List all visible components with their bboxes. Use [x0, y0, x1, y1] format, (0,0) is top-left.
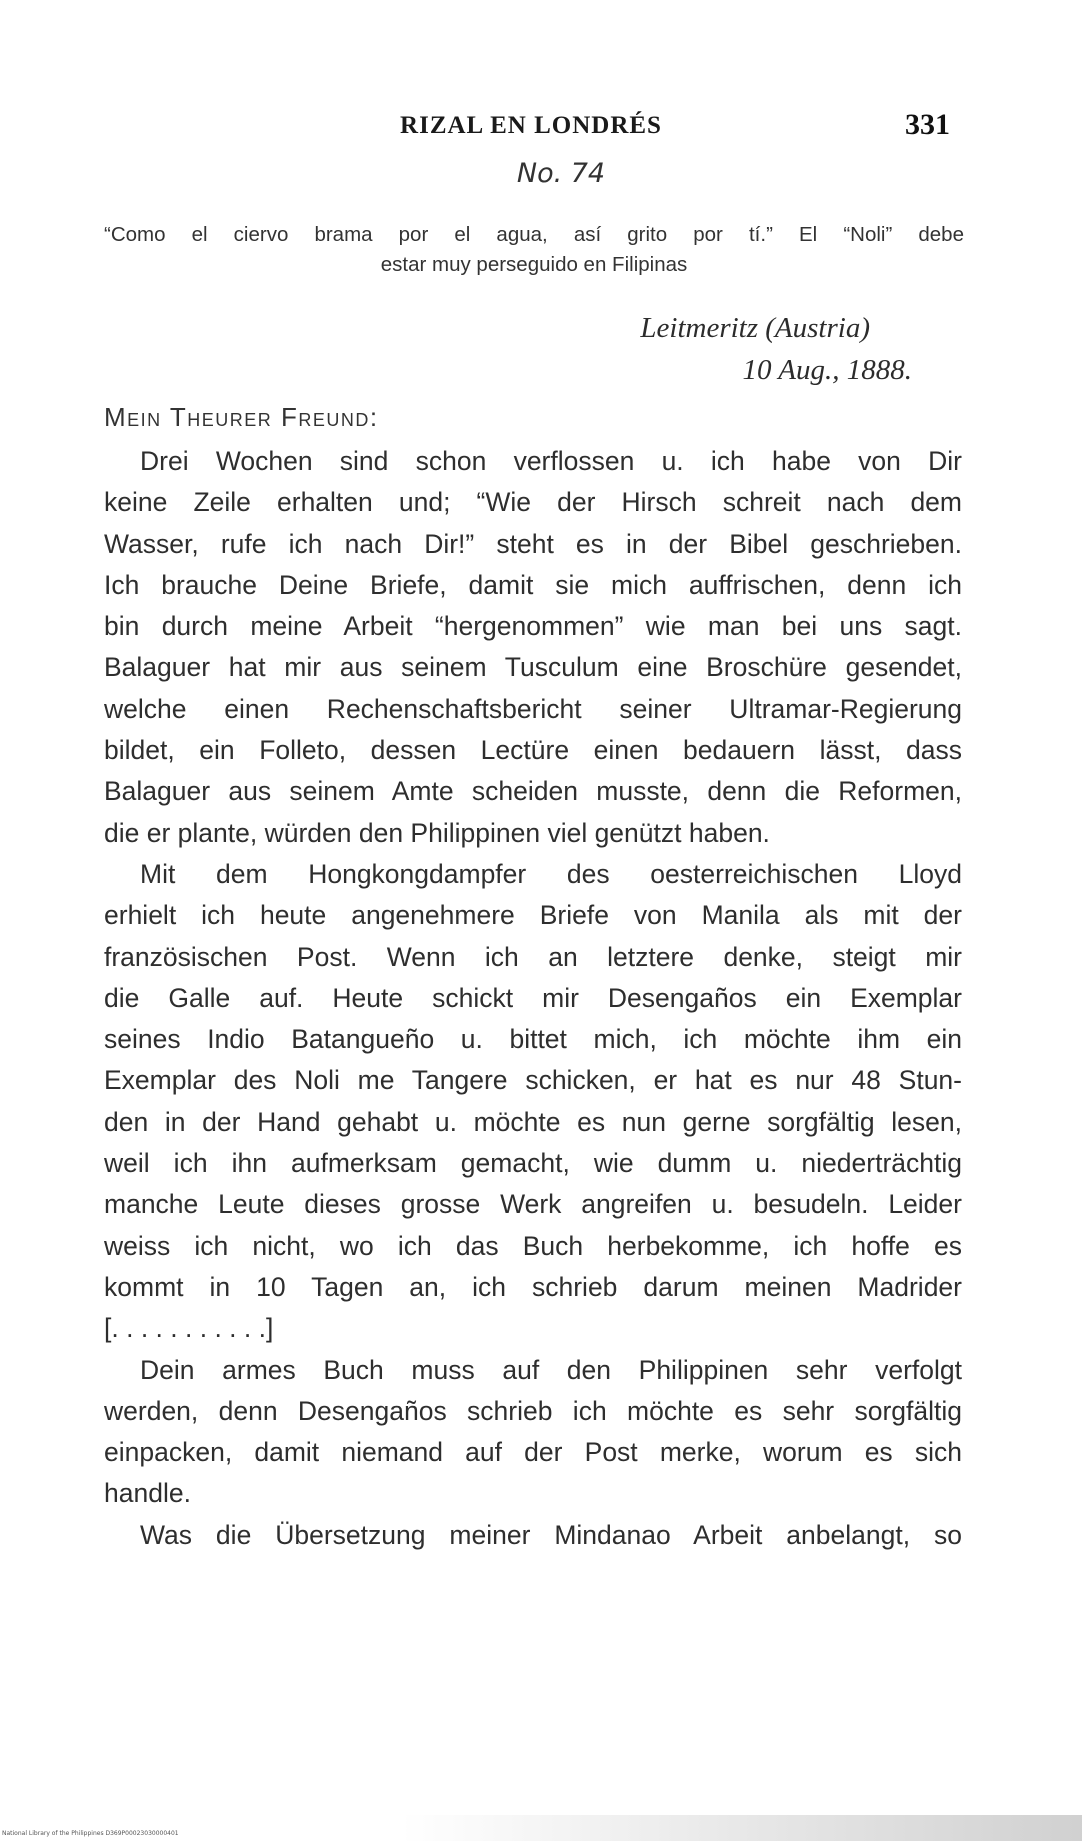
body-line: Balaguer hat mir aus seinem Tusculum eine Broschüre gesendet,: [104, 652, 962, 683]
body-line: weiss ich nicht, wo ich das Buch herbekomme, ich hoffe es: [104, 1230, 962, 1261]
body-line: welche einen Rechenschaftsbericht seiner Ultramar-Regierung: [104, 693, 962, 724]
body-line: Was die Übersetzung meiner Mindanao Arbeit anbelangt, so: [140, 1519, 962, 1550]
scan-edge-shadow: [400, 1815, 1082, 1841]
body-line: Dein armes Buch muss auf den Philippinen sehr verfolgt: [140, 1354, 962, 1385]
page-number: 331: [905, 108, 950, 141]
body-line: manche Leute dieses grosse Werk angreifen u. besudeln. Leider: [104, 1189, 962, 1220]
body-line: Ich brauche Deine Briefe, damit sie mich auffrischen, denn ich: [104, 569, 962, 600]
letter-summary: [104, 220, 964, 280]
body-line: französischen Post. Wenn ich an letztere denke, steigt mir: [104, 941, 962, 972]
letter-date: 10 Aug., 1888.: [742, 354, 912, 386]
salutation: Mein Theurer Freund:: [104, 402, 379, 432]
running-title: RIZAL EN LONDRÉS: [400, 112, 662, 139]
letter-body: [104, 441, 962, 1556]
body-line: erhielt ich heute angenehmere Briefe von Manila als mit der: [104, 900, 962, 931]
body-line: werden, denn Desengaños schrieb ich möchte es sehr sorgfältig: [104, 1395, 962, 1426]
summary-line-2: estar muy perseguido en Filipinas: [380, 253, 688, 276]
body-line: Drei Wochen sind schon verflossen u. ich habe von Dir: [140, 446, 962, 476]
letter-place: Leitmeritz (Austria): [640, 312, 870, 344]
body-line: bildet, ein Folleto, dessen Lectüre einen bedauern lässt, dass: [104, 735, 962, 766]
body-line: handle.: [104, 1478, 191, 1509]
running-head: [100, 108, 962, 148]
body-line: Wasser, rufe ich nach Dir!” steht es in der Bibel geschrieben.: [104, 528, 962, 559]
body-line: Exemplar des Noli me Tangere schicken, er hat es nur 48 Stun-: [104, 1065, 962, 1096]
scan-credit: National Library of the Philippines D369P00023030000401: [2, 1830, 179, 1837]
omission-marker: [. . . . . . . . . . .]: [104, 1313, 274, 1344]
body-line: kommt in 10 Tagen an, ich schrieb darum meinen Madrider: [104, 1271, 962, 1302]
body-line: bin durch meine Arbeit “hergenommen” wie man bei uns sagt.: [104, 611, 962, 642]
body-line: einpacken, damit niemand auf der Post merke, worum es sich: [104, 1437, 962, 1468]
body-line: die Galle auf. Heute schickt mir Desengaños ein Exemplar: [104, 982, 962, 1013]
body-line: die er plante, würden den Philippinen viel genützt haben.: [104, 817, 770, 848]
letter-number: No. 74: [516, 158, 606, 189]
body-line: Balaguer aus seinem Amte scheiden musste, denn die Reformen,: [104, 776, 962, 807]
body-line: weil ich ihn aufmerksam gemacht, wie dumm u. niederträchtig: [104, 1148, 962, 1179]
body-line: den in der Hand gehabt u. möchte es nun gerne sorgfältig lesen,: [104, 1106, 962, 1137]
body-line: keine Zeile erhalten und; “Wie der Hirsch schreit nach dem: [104, 487, 962, 518]
body-line: seines Indio Batangueño u. bittet mich, ich möchte ihm ein: [104, 1024, 962, 1055]
summary-line-1: “Como el ciervo brama por el agua, así grito por tí.” El “Noli” debe: [104, 223, 964, 246]
body-line: Mit dem Hongkongdampfer des oesterreichischen Lloyd: [140, 858, 962, 889]
